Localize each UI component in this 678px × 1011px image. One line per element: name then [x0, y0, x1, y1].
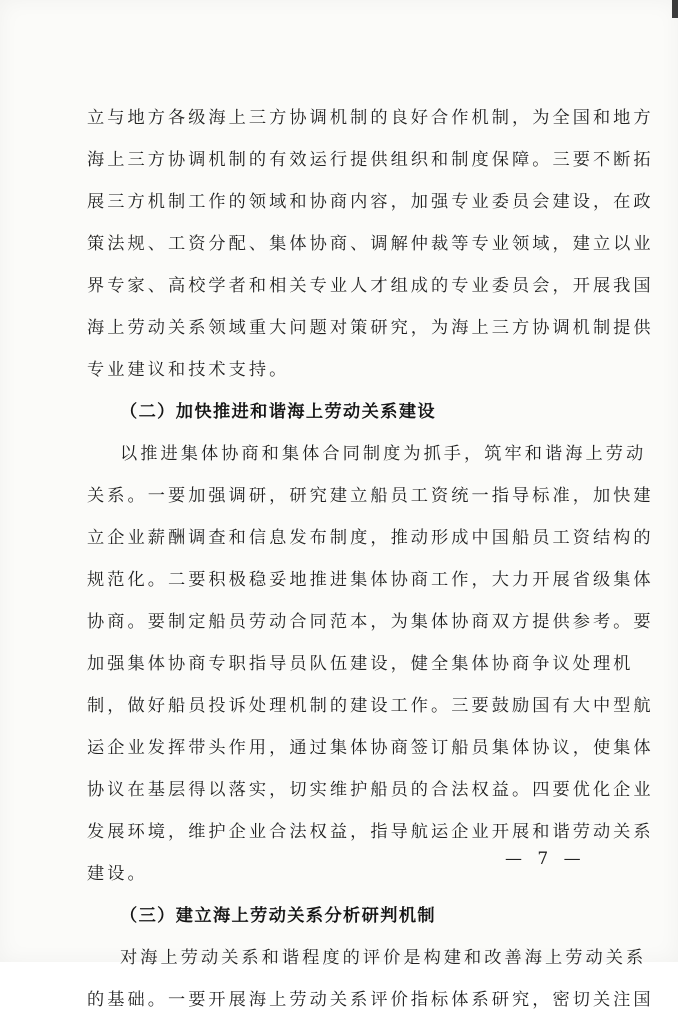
- body-line: 立与地方各级海上三方协调机制的良好合作机制，为全国和地方: [87, 108, 654, 128]
- body-line: 规范化。二要积极稳妥地推进集体协商工作，大力开展省级集体: [87, 570, 654, 590]
- body-line: 的基础。一要开展海上劳动关系评价指标体系研究，密切关注国: [87, 990, 654, 1010]
- body-line: 协议在基层得以落实，切实维护船员的合法权益。四要优化企业: [87, 780, 654, 800]
- body-line: 制，做好船员投诉处理机制的建设工作。三要鼓励国有大中型航: [87, 696, 654, 716]
- body-line: 运企业发挥带头作用，通过集体协商签订船员集体协议，使集体: [87, 738, 654, 758]
- body-line: 以推进集体协商和集体合同制度为抓手，筑牢和谐海上劳动: [120, 444, 647, 464]
- body-line: 立企业薪酬调查和信息发布制度，推动形成中国船员工资结构的: [87, 528, 654, 548]
- body-line: 界专家、高校学者和相关专业人才组成的专业委员会，开展我国: [87, 276, 654, 296]
- body-line: 关系。一要加强调研，研究建立船员工资统一指导标准，加快建: [87, 486, 654, 506]
- page-number: — 7 —: [505, 849, 586, 869]
- body-line: 发展环境，维护企业合法权益，指导航运企业开展和谐劳动关系: [87, 822, 654, 842]
- body-line: 策法规、工资分配、集体协商、调解仲裁等专业领域，建立以业: [87, 234, 654, 254]
- body-line: 协商。要制定船员劳动合同范本，为集体协商双方提供参考。要: [87, 612, 654, 632]
- body-line: 对海上劳动关系和谐程度的评价是构建和改善海上劳动关系: [120, 948, 647, 968]
- body-line: 海上劳动关系领域重大问题对策研究，为海上三方协调机制提供: [87, 318, 654, 338]
- body-line: 展三方机制工作的领域和协商内容，加强专业委员会建设，在政: [87, 192, 654, 212]
- body-line: 专业建议和技术支持。: [87, 360, 290, 380]
- section-heading-3: （三）建立海上劳动关系分析研判机制: [120, 906, 436, 926]
- body-line: 加强集体协商专职指导员队伍建设，健全集体协商争议处理机: [87, 654, 634, 674]
- body-line: 海上三方协调机制的有效运行提供组织和制度保障。三要不断拓: [87, 150, 654, 170]
- section-heading-2: （二）加快推进和谐海上劳动关系建设: [120, 402, 436, 422]
- body-line: 建设。: [87, 864, 148, 884]
- scan-edge-mark: [672, 0, 678, 18]
